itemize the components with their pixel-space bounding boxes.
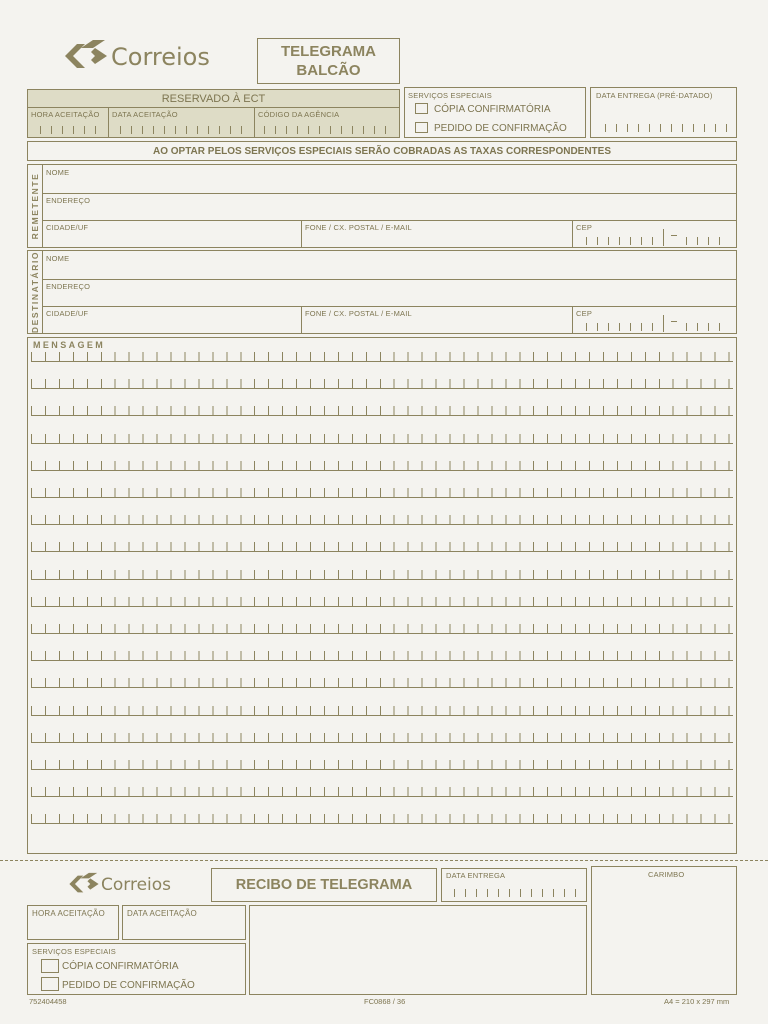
footer-code-center: FC0868 / 36	[364, 997, 406, 1006]
mensagem-row[interactable]	[31, 352, 733, 362]
recibo-logo-icon	[68, 872, 100, 896]
data-entrega-label: DATA ENTREGA (PRÉ-DATADO)	[596, 91, 713, 100]
footer-code-right: A4 = 210 x 297 mm	[664, 997, 730, 1006]
remetente-fone-label: FONE / CX. POSTAL / E-MAIL	[305, 223, 412, 232]
notice-box	[27, 141, 737, 161]
recibo-data-box[interactable]	[122, 905, 246, 940]
title-box	[257, 38, 400, 84]
remetente-cidade-label: CIDADE/UF	[46, 223, 89, 232]
mensagem-row[interactable]	[31, 651, 733, 661]
recibo-logo	[68, 872, 178, 898]
destinatario-cep-field[interactable]	[586, 323, 664, 331]
servicos-box	[404, 87, 586, 138]
carimbo-box[interactable]	[591, 866, 737, 995]
agencia-ticks	[264, 126, 390, 134]
remetente-cep-dash	[671, 235, 677, 236]
recibo-data-entrega-ticks[interactable]	[454, 889, 578, 897]
cut-line	[0, 860, 768, 861]
destinatario-cidade-field[interactable]	[43, 307, 301, 333]
copia-checkbox[interactable]	[415, 103, 428, 114]
ect-reserved-box	[27, 89, 400, 138]
data-entrega-box	[590, 87, 737, 138]
mensagem-row[interactable]	[31, 406, 733, 416]
remetente-cep-label: CEP	[576, 223, 593, 232]
remetente-label: REMETENTE	[30, 172, 40, 240]
data-ticks	[120, 126, 244, 134]
recibo-data-label: DATA ACEITAÇÃO	[127, 909, 197, 918]
notice-text: AO OPTAR PELOS SERVIÇOS ESPECIAIS SERÃO COBRADAS AS TAXAS CORRESPONDENTES	[152, 146, 612, 157]
destinatario-endereco-label: ENDEREÇO	[46, 282, 91, 291]
recibo-hora-label: HORA ACEITAÇÃO	[32, 909, 105, 918]
data-entrega-ticks[interactable]	[605, 124, 729, 132]
servicos-title: SERVIÇOS ESPECIAIS	[408, 91, 492, 100]
pedido-checkbox[interactable]	[415, 122, 428, 133]
data-aceitacao-label: DATA ACEITAÇÃO	[112, 110, 178, 119]
carimbo-label: CARIMBO	[648, 870, 685, 879]
destinatario-nome-label: NOME	[46, 254, 70, 263]
mensagem-row[interactable]	[31, 379, 733, 389]
mensagem-row[interactable]	[31, 814, 733, 824]
recibo-servicos-title: SERVIÇOS ESPECIAIS	[32, 947, 116, 956]
title-line1: TELEGRAMA	[281, 43, 376, 60]
recibo-data-entrega-box	[441, 868, 587, 902]
remetente-nome-label: NOME	[46, 168, 70, 177]
recibo-title: RECIBO DE TELEGRAMA	[235, 877, 413, 893]
destinatario-fone-field[interactable]	[302, 307, 572, 333]
destinatario-nome-field[interactable]	[43, 251, 736, 279]
destinatario-section	[27, 250, 737, 334]
remetente-endereco-label: ENDEREÇO	[46, 196, 91, 205]
recibo-pedido-label: PEDIDO DE CONFIRMAÇÃO	[62, 980, 195, 991]
mensagem-row[interactable]	[31, 597, 733, 607]
mensagem-row[interactable]	[31, 488, 733, 498]
destinatario-endereco-field[interactable]	[43, 280, 736, 306]
mensagem-row[interactable]	[31, 733, 733, 743]
mensagem-row[interactable]	[31, 787, 733, 797]
mensagem-row[interactable]	[31, 434, 733, 444]
recibo-pedido-checkbox[interactable]	[41, 977, 59, 991]
mensagem-row[interactable]	[31, 706, 733, 716]
recibo-servicos-box	[27, 943, 246, 995]
mensagem-label: MENSAGEM	[33, 340, 106, 350]
mensagem-row[interactable]	[31, 624, 733, 634]
recibo-copia-checkbox[interactable]	[41, 959, 59, 973]
recibo-data-entrega-label: DATA ENTREGA	[446, 871, 506, 880]
destinatario-cep-dash	[671, 321, 677, 322]
mensagem-row[interactable]	[31, 678, 733, 688]
recibo-blank-box[interactable]	[249, 905, 587, 995]
recibo-hora-box[interactable]	[27, 905, 119, 940]
footer-code-left: 752404458	[29, 997, 67, 1006]
mensagem-box[interactable]	[27, 337, 737, 854]
hora-ticks	[40, 126, 96, 134]
remetente-fone-field[interactable]	[302, 221, 572, 247]
mensagem-row[interactable]	[31, 461, 733, 471]
correios-logo-icon	[63, 39, 109, 73]
mensagem-row[interactable]	[31, 515, 733, 525]
remetente-section	[27, 164, 737, 248]
logo-wordmark: Correios	[111, 43, 210, 71]
destinatario-cep-suffix[interactable]	[686, 323, 728, 331]
remetente-nome-field[interactable]	[43, 165, 736, 193]
destinatario-cep-label: CEP	[576, 309, 593, 318]
title-line2: BALCÃO	[296, 62, 361, 79]
copia-label: CÓPIA CONFIRMATÓRIA	[434, 104, 551, 115]
mensagem-row[interactable]	[31, 542, 733, 552]
pedido-label: PEDIDO DE CONFIRMAÇÃO	[434, 123, 567, 134]
recibo-copia-label: CÓPIA CONFIRMATÓRIA	[62, 961, 179, 972]
destinatario-fone-label: FONE / CX. POSTAL / E-MAIL	[305, 309, 412, 318]
destinatario-cidade-label: CIDADE/UF	[46, 309, 89, 318]
correios-logo	[63, 38, 228, 74]
remetente-endereco-field[interactable]	[43, 194, 736, 220]
codigo-agencia-label: CÓDIGO DA AGÊNCIA	[258, 110, 340, 119]
destinatario-label: DESTINATÁRIO	[30, 250, 40, 334]
hora-aceitacao-label: HORA ACEITAÇÃO	[31, 110, 100, 119]
mensagem-row[interactable]	[31, 570, 733, 580]
recibo-logo-wordmark: Correios	[101, 875, 172, 895]
remetente-cep-field[interactable]	[586, 237, 664, 245]
remetente-cidade-field[interactable]	[43, 221, 301, 247]
mensagem-row[interactable]	[31, 760, 733, 770]
recibo-title-box	[211, 868, 437, 902]
ect-reserved-title: RESERVADO À ECT	[161, 93, 266, 105]
remetente-cep-suffix[interactable]	[686, 237, 728, 245]
